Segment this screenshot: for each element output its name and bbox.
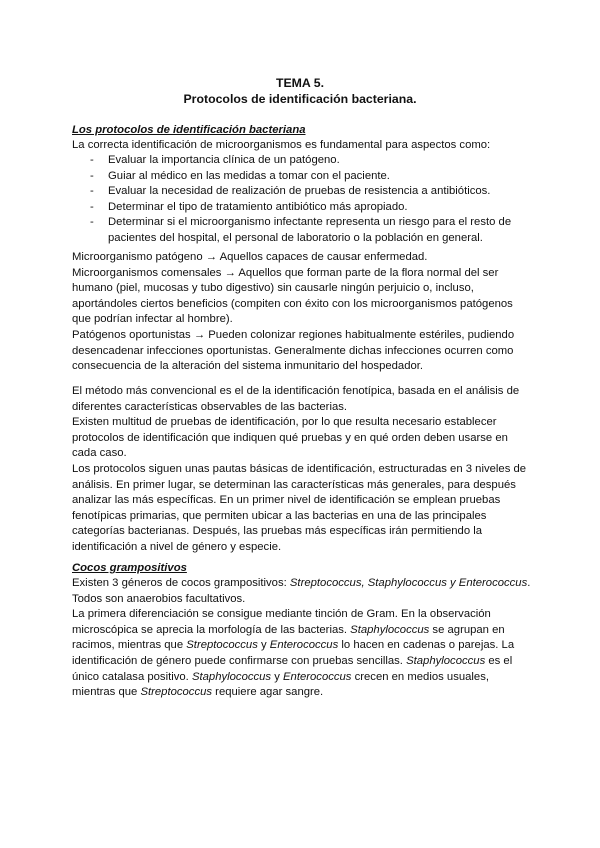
paragraph-fenotipica: El método más convencional es el de la identificación fenotípica, basada en el análisis de diferentes características observables de las bacterias.: [72, 385, 520, 413]
intro-paragraph: La correcta identificación de microorganismos es fundamental para aspectos como:: [72, 139, 491, 151]
list-item: - Evaluar la necesidad de realización de pruebas de resistencia a antibióticos.: [72, 184, 532, 200]
list-item: - Guiar al médico en las medidas a tomar con el paciente.: [72, 169, 532, 185]
list-item: - Determinar si el microorganismo infectante representa un riesgo para el resto de pacientes del hospital, el personal de laboratorio o la población en general.: [72, 215, 532, 246]
paragraph-generos: Existen 3 géneros de cocos grampositivos: Streptococcus, Staphylococcus y Enterococcus. Todos son anaerobios facultativos.: [72, 577, 531, 605]
definition-oportunistas: Patógenos oportunistas → Pueden colonizar regiones habitualmente estériles, pudiendo desencadenar infecciones oportunistas. Generalmente dichas infecciones ocurren como consecuencia de la alteración del sistema inmunitario del hospedador.: [72, 328, 515, 373]
document-title: Protocolos de identificación bacteriana.: [183, 92, 417, 106]
paragraph-diferenciacion: La primera diferenciación se consigue mediante tinción de Gram. En la observación microscópica se aprecia la morfología de las bacterias. Staphylococcus se agrupan en racimos, mientras que Streptococcus y Enterococcus lo hacen en cadenas o parejas. La identificación de género puede confirmarse con pruebas sencillas. Staphylococcus es el único catalasa positivo. Staphylococcus y Enterococcus crecen en medios usuales, mientras que Streptococcus requiere agar sangre.: [72, 608, 515, 699]
definitions-block: [72, 250, 532, 375]
identification-paragraphs: [72, 384, 532, 556]
aspects-list: [72, 153, 532, 247]
list-item: - Determinar el tipo de tratamiento antibiótico más apropiado.: [72, 200, 532, 216]
definition-patogeno: Microorganismo patógeno → Aquellos capaces de causar enfermedad.: [72, 251, 428, 263]
document-title-number: TEMA 5.: [275, 76, 325, 90]
paragraph-pruebas: Existen multitud de pruebas de identificación, por lo que resulta necesario establecer protocolos de identificación que indiquen qué pruebas y en qué orden deben usarse en cada caso.: [72, 416, 508, 460]
cocos-paragraphs: [72, 576, 532, 701]
section-heading-cocos: Cocos grampositivos: [72, 562, 187, 574]
paragraph-protocolos: Los protocolos siguen unas pautas básicas de identificación, estructuradas en 3 niveles de análisis. En primer lugar, se determinan las características más generales, para después analizar las más específicas. En un primer nivel de identificación se emplean pruebas fenotípicas primarias, que permiten ubicar a las bacterias en una de las principales categorías bacterianas. Después, las pruebas más específicas irán permitiendo la identificación a nivel de género y especie.: [72, 462, 527, 553]
list-item: - Evaluar la importancia clínica de un patógeno.: [72, 153, 532, 169]
section-heading-protocolos: Los protocolos de identificación bacteriana: [72, 124, 306, 136]
definition-comensales: Microorganismos comensales → Aquellos que forman parte de la flora normal del ser humano (piel, mucosas y tubo digestivo) sin causarle ningún perjuicio o, incluso, aportándoles ciertos beneficios (compiten con éxito con los microorganismos patógenos que podrían infectar al hombre).: [72, 266, 513, 326]
